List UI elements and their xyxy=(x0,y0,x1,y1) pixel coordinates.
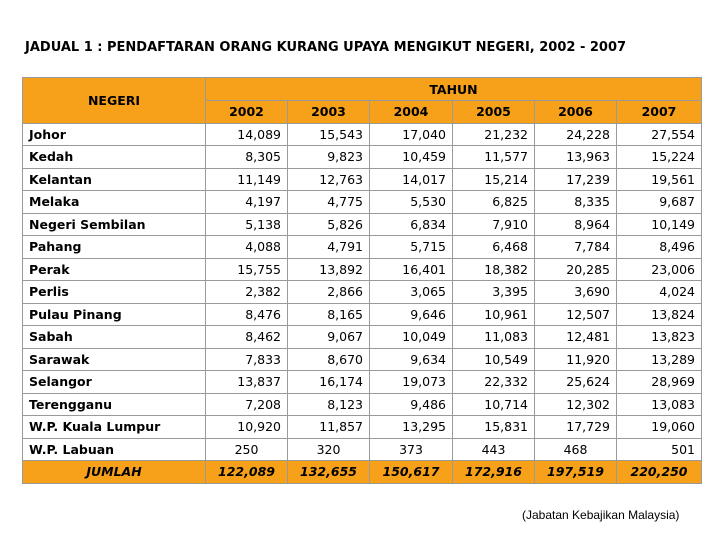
value-cell: 373 xyxy=(370,438,453,461)
value-cell: 5,530 xyxy=(370,191,453,214)
value-cell: 9,634 xyxy=(370,348,453,371)
total-row xyxy=(23,461,702,484)
table-row xyxy=(23,258,702,281)
value-cell: 13,295 xyxy=(370,416,453,439)
registration-table xyxy=(22,77,702,484)
value-cell: 8,476 xyxy=(206,303,288,326)
value-cell: 13,837 xyxy=(206,371,288,394)
table-row xyxy=(23,393,702,416)
value-cell: 501 xyxy=(617,438,702,461)
total-value: 132,655 xyxy=(288,461,370,484)
value-cell: 8,670 xyxy=(288,348,370,371)
value-cell: 17,729 xyxy=(535,416,617,439)
value-cell: 3,395 xyxy=(453,281,535,304)
table-row xyxy=(23,236,702,259)
header-negeri: NEGERI xyxy=(23,78,206,124)
value-cell: 3,690 xyxy=(535,281,617,304)
value-cell: 10,459 xyxy=(370,146,453,169)
table-row xyxy=(23,191,702,214)
state-name: Selangor xyxy=(23,371,206,394)
value-cell: 7,208 xyxy=(206,393,288,416)
value-cell: 11,920 xyxy=(535,348,617,371)
value-cell: 9,687 xyxy=(617,191,702,214)
value-cell: 7,784 xyxy=(535,236,617,259)
value-cell: 15,831 xyxy=(453,416,535,439)
value-cell: 12,507 xyxy=(535,303,617,326)
source-note: (Jabatan Kebajikan Malaysia) xyxy=(522,508,680,522)
total-value: 197,519 xyxy=(535,461,617,484)
value-cell: 12,302 xyxy=(535,393,617,416)
value-cell: 4,088 xyxy=(206,236,288,259)
value-cell: 4,197 xyxy=(206,191,288,214)
table-row xyxy=(23,348,702,371)
value-cell: 8,305 xyxy=(206,146,288,169)
state-name: Johor xyxy=(23,123,206,146)
value-cell: 13,083 xyxy=(617,393,702,416)
value-cell: 8,335 xyxy=(535,191,617,214)
value-cell: 12,481 xyxy=(535,326,617,349)
state-name: W.P. Labuan xyxy=(23,438,206,461)
value-cell: 15,543 xyxy=(288,123,370,146)
state-name: Kedah xyxy=(23,146,206,169)
value-cell: 18,382 xyxy=(453,258,535,281)
value-cell: 25,624 xyxy=(535,371,617,394)
value-cell: 10,961 xyxy=(453,303,535,326)
value-cell: 13,823 xyxy=(617,326,702,349)
value-cell: 250 xyxy=(206,438,288,461)
value-cell: 8,496 xyxy=(617,236,702,259)
value-cell: 28,969 xyxy=(617,371,702,394)
table-row xyxy=(23,281,702,304)
header-year: 2003 xyxy=(288,101,370,124)
value-cell: 15,214 xyxy=(453,168,535,191)
header-year: 2006 xyxy=(535,101,617,124)
value-cell: 4,791 xyxy=(288,236,370,259)
value-cell: 4,775 xyxy=(288,191,370,214)
value-cell: 2,382 xyxy=(206,281,288,304)
table-row xyxy=(23,146,702,169)
total-label: JUMLAH xyxy=(23,461,206,484)
value-cell: 468 xyxy=(535,438,617,461)
table-row xyxy=(23,438,702,461)
value-cell: 6,468 xyxy=(453,236,535,259)
value-cell: 24,228 xyxy=(535,123,617,146)
value-cell: 14,017 xyxy=(370,168,453,191)
value-cell: 10,549 xyxy=(453,348,535,371)
value-cell: 8,964 xyxy=(535,213,617,236)
value-cell: 19,060 xyxy=(617,416,702,439)
table-row xyxy=(23,123,702,146)
value-cell: 6,825 xyxy=(453,191,535,214)
value-cell: 23,006 xyxy=(617,258,702,281)
value-cell: 11,577 xyxy=(453,146,535,169)
value-cell: 8,123 xyxy=(288,393,370,416)
state-name: Perlis xyxy=(23,281,206,304)
header-year: 2005 xyxy=(453,101,535,124)
value-cell: 17,040 xyxy=(370,123,453,146)
value-cell: 19,561 xyxy=(617,168,702,191)
table-row xyxy=(23,213,702,236)
total-value: 172,916 xyxy=(453,461,535,484)
state-name: W.P. Kuala Lumpur xyxy=(23,416,206,439)
value-cell: 9,646 xyxy=(370,303,453,326)
state-name: Pahang xyxy=(23,236,206,259)
value-cell: 320 xyxy=(288,438,370,461)
value-cell: 8,462 xyxy=(206,326,288,349)
state-name: Negeri Sembilan xyxy=(23,213,206,236)
value-cell: 10,149 xyxy=(617,213,702,236)
state-name: Kelantan xyxy=(23,168,206,191)
value-cell: 3,065 xyxy=(370,281,453,304)
value-cell: 16,401 xyxy=(370,258,453,281)
state-name: Melaka xyxy=(23,191,206,214)
value-cell: 7,833 xyxy=(206,348,288,371)
value-cell: 13,892 xyxy=(288,258,370,281)
value-cell: 443 xyxy=(453,438,535,461)
value-cell: 9,067 xyxy=(288,326,370,349)
value-cell: 19,073 xyxy=(370,371,453,394)
table-row xyxy=(23,416,702,439)
total-value: 122,089 xyxy=(206,461,288,484)
state-name: Sabah xyxy=(23,326,206,349)
table-title: JADUAL 1 : PENDAFTARAN ORANG KURANG UPAYA MENGIKUT NEGERI, 2002 - 2007 xyxy=(25,40,627,55)
value-cell: 20,285 xyxy=(535,258,617,281)
value-cell: 9,486 xyxy=(370,393,453,416)
value-cell: 2,866 xyxy=(288,281,370,304)
value-cell: 6,834 xyxy=(370,213,453,236)
value-cell: 7,910 xyxy=(453,213,535,236)
value-cell: 10,049 xyxy=(370,326,453,349)
table-row xyxy=(23,371,702,394)
value-cell: 9,823 xyxy=(288,146,370,169)
value-cell: 27,554 xyxy=(617,123,702,146)
total-value: 220,250 xyxy=(617,461,702,484)
value-cell: 14,089 xyxy=(206,123,288,146)
table-row xyxy=(23,326,702,349)
value-cell: 5,138 xyxy=(206,213,288,236)
state-name: Perak xyxy=(23,258,206,281)
value-cell: 13,824 xyxy=(617,303,702,326)
header-tahun: TAHUN xyxy=(206,78,702,101)
value-cell: 11,149 xyxy=(206,168,288,191)
table-row xyxy=(23,168,702,191)
value-cell: 12,763 xyxy=(288,168,370,191)
table-row xyxy=(23,303,702,326)
state-name: Pulau Pinang xyxy=(23,303,206,326)
value-cell: 15,224 xyxy=(617,146,702,169)
value-cell: 5,826 xyxy=(288,213,370,236)
header-year: 2002 xyxy=(206,101,288,124)
value-cell: 13,963 xyxy=(535,146,617,169)
header-year: 2007 xyxy=(617,101,702,124)
state-name: Terengganu xyxy=(23,393,206,416)
value-cell: 11,083 xyxy=(453,326,535,349)
value-cell: 10,714 xyxy=(453,393,535,416)
value-cell: 16,174 xyxy=(288,371,370,394)
value-cell: 10,920 xyxy=(206,416,288,439)
value-cell: 8,165 xyxy=(288,303,370,326)
value-cell: 21,232 xyxy=(453,123,535,146)
value-cell: 4,024 xyxy=(617,281,702,304)
value-cell: 15,755 xyxy=(206,258,288,281)
header-year: 2004 xyxy=(370,101,453,124)
total-value: 150,617 xyxy=(370,461,453,484)
value-cell: 5,715 xyxy=(370,236,453,259)
value-cell: 22,332 xyxy=(453,371,535,394)
value-cell: 11,857 xyxy=(288,416,370,439)
value-cell: 17,239 xyxy=(535,168,617,191)
state-name: Sarawak xyxy=(23,348,206,371)
value-cell: 13,289 xyxy=(617,348,702,371)
